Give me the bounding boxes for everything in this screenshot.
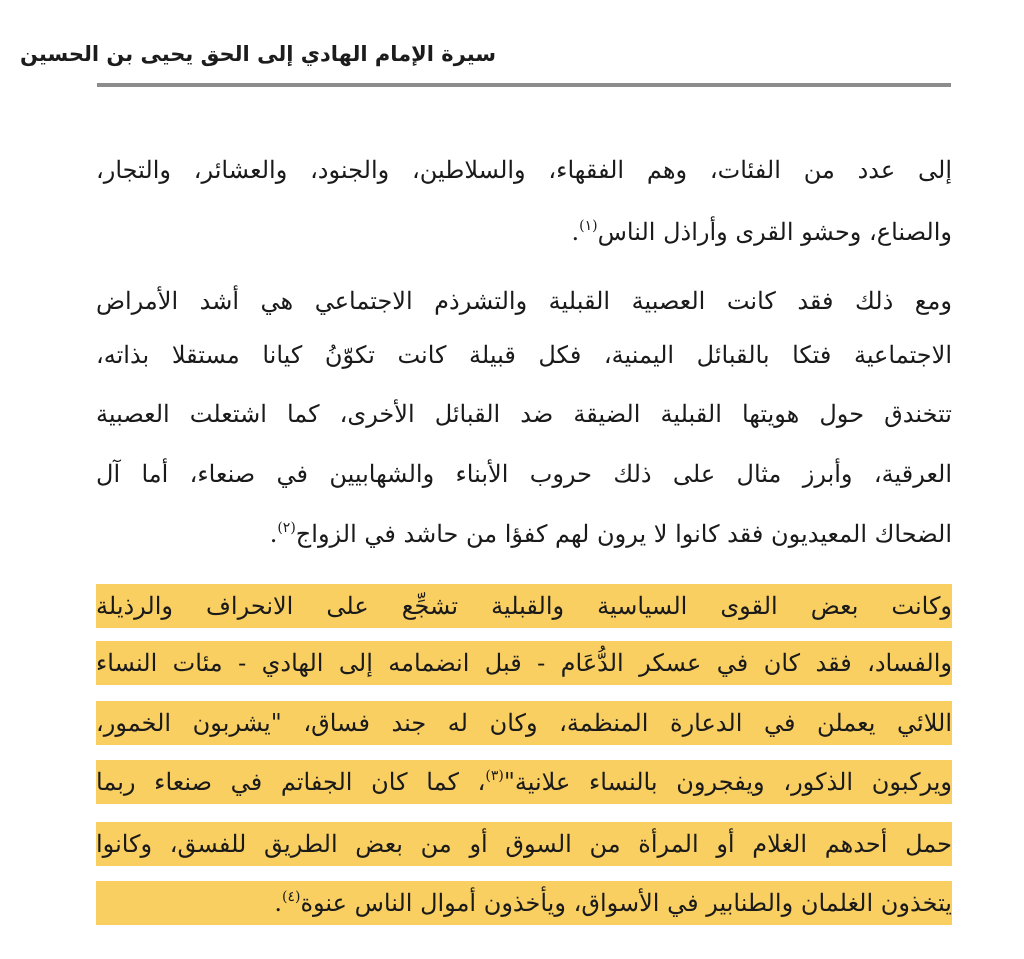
paragraph-1-line-2-text: والصناع، وحشو القرى وأراذل الناس [597,218,952,246]
running-title: سيرة الإمام الهادي إلى الحق يحيى بن الحسين [20,42,496,66]
footnote-ref-1: (١) [579,218,598,234]
footnote-ref-3: (٣) [485,768,504,784]
paragraph-3-line-6-text: يتخذون الغلمان والطنابير في الأسواق، ويأخذون أموال الناس عنوة [300,889,952,917]
paragraph-3-line-6 [96,881,952,925]
paragraph-3-line-5: حمل أحدهم الغلام أو المرأة من السوق أو من بعض الطريق للفسق، وكانوا [96,822,952,866]
header-rule [97,83,951,87]
paragraph-3-line-6-end: . [274,889,282,917]
paragraph-3-line-3: اللائي يعملن في الدعارة المنظمة، وكان له جند فساق، "يشربون الخمور، [96,701,952,745]
paragraph-2-line-5 [96,512,952,556]
paragraph-1-line-2-end: . [571,218,580,246]
paragraph-2-line-2: الاجتماعية فتكا بالقبائل اليمنية، فكل قبيلة كانت تكوّنُ كيانا مستقلا بذاته، [96,341,952,369]
footnote-ref-4: (٤) [281,889,301,905]
paragraph-3-line-4 [96,760,952,804]
paragraph-2-line-4: العرقية، وأبرز مثال على ذلك حروب الأبناء والشهابيين في صنعاء، أما آل [96,460,953,488]
paragraph-1-line-1: إلى عدد من الفئات، وهم الفقهاء، والسلاطين، والجنود، والعشائر، والتجار، [96,156,952,184]
paragraph-1-line-2 [96,210,952,254]
paragraph-2-line-3: تتخندق حول هويتها القبلية الضيقة ضد القبائل الأخرى، كما اشتعلت العصبية [96,400,952,428]
paragraph-3-line-1: وكانت بعض القوى السياسية والقبلية تشجِّع على الانحراف والرذيلة [96,584,952,628]
paragraph-3-line-4-b: ، كما كان الجفاتم في صنعاء ربما [96,768,486,796]
paragraph-2-line-1: ومع ذلك فقد كانت العصبية القبلية والتشرذم الاجتماعي هي أشد الأمراض [96,287,952,315]
paragraph-3-line-2: والفساد، فقد كان في عسكر الدُّعَام - قبل انضمامه إلى الهادي - مئات النساء [96,641,952,685]
footnote-ref-2: (٢) [277,520,296,536]
paragraph-3-line-4-a: ويركبون الذكور، ويفجرون بالنساء علانية" [503,768,953,796]
paragraph-2-line-5-text: الضحاك المعيديون فقد كانوا لا يرون لهم كفؤا من حاشد في الزواج [295,520,952,548]
paragraph-2-line-5-end: . [269,520,278,548]
